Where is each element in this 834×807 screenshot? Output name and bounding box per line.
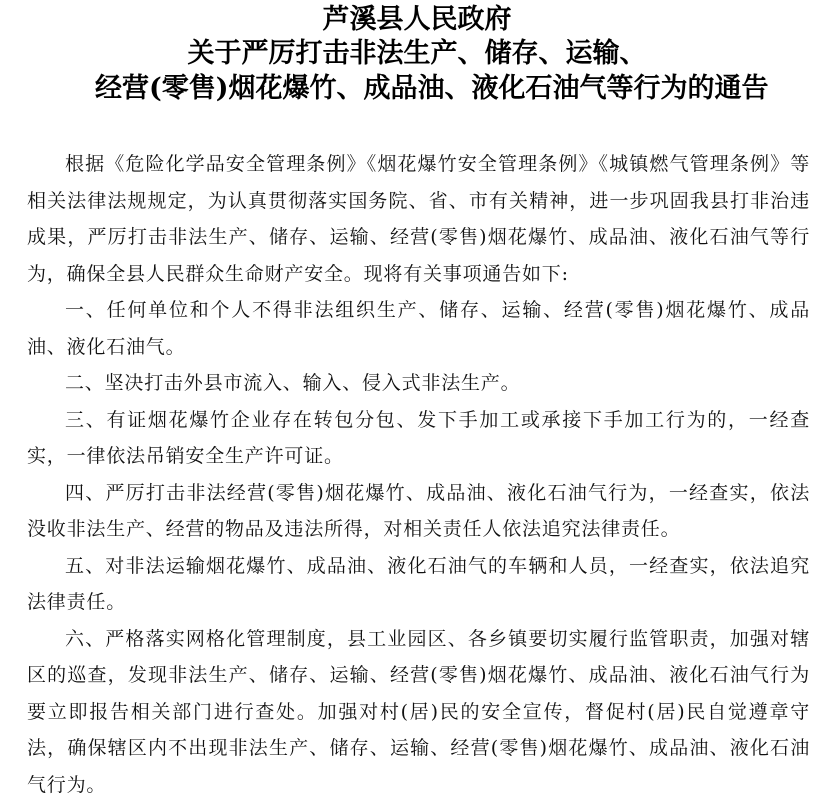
notice-title-line-3: 经营(零售)烟花爆竹、成品油、液化石油气等行为的通告 [95,73,769,104]
notice-issuer-title: 芦溪县人民政府 [322,4,512,35]
clause-6-paragraph: 六、严格落实网格化管理制度，县工业园区、各乡镇要切实履行监管职责，加强对辖区的巡查，发现非法生产、储存、运输、经营(零售)烟花爆竹、成品油、液化石油气行为要立即报告相关部门进行查处。加强对村(居)民的安全宣传，督促村(居)民自觉遵章守法，确保辖区内不出现非法生产、储存、运输、经营(零售)烟花爆竹、成品油、液化石油气行为。 [27,627,810,796]
notice-body [27,146,810,803]
notice-title-line-2: 关于严厉打击非法生产、储存、运输、 [187,38,647,69]
clause-5-paragraph: 五、对非法运输烟花爆竹、成品油、液化石油气的车辆和人员，一经查实，依法追究法律责任。 [27,554,810,613]
clause-2-paragraph: 二、坚决打击外县市流入、输入、侵入式非法生产。 [65,372,521,394]
clause-3-paragraph: 三、有证烟花爆竹企业存在转包分包、发下手加工或承接下手加工行为的，一经查实，一律依法吊销安全生产许可证。 [27,408,810,467]
clause-4-paragraph: 四、严厉打击非法经营(零售)烟花爆竹、成品油、液化石油气行为，一经查实，依法没收非法生产、经营的物品及违法所得，对相关责任人依法追究法律责任。 [27,481,810,540]
clause-1-paragraph: 一、任何单位和个人不得非法组织生产、储存、运输、经营(零售)烟花爆竹、成品油、液化石油气。 [27,299,810,358]
intro-paragraph: 根据《危险化学品安全管理条例》《烟花爆竹安全管理条例》《城镇燃气管理条例》等相关法律法规规定，为认真贯彻落实国务院、省、市有关精神，进一步巩固我县打非治违成果，严厉打击非法生产、储存、运输、经营(零售)烟花爆竹、成品油、液化石油气等行为，确保全县人民群众生命财产安全。现将有关事项通告如下: [27,153,810,285]
